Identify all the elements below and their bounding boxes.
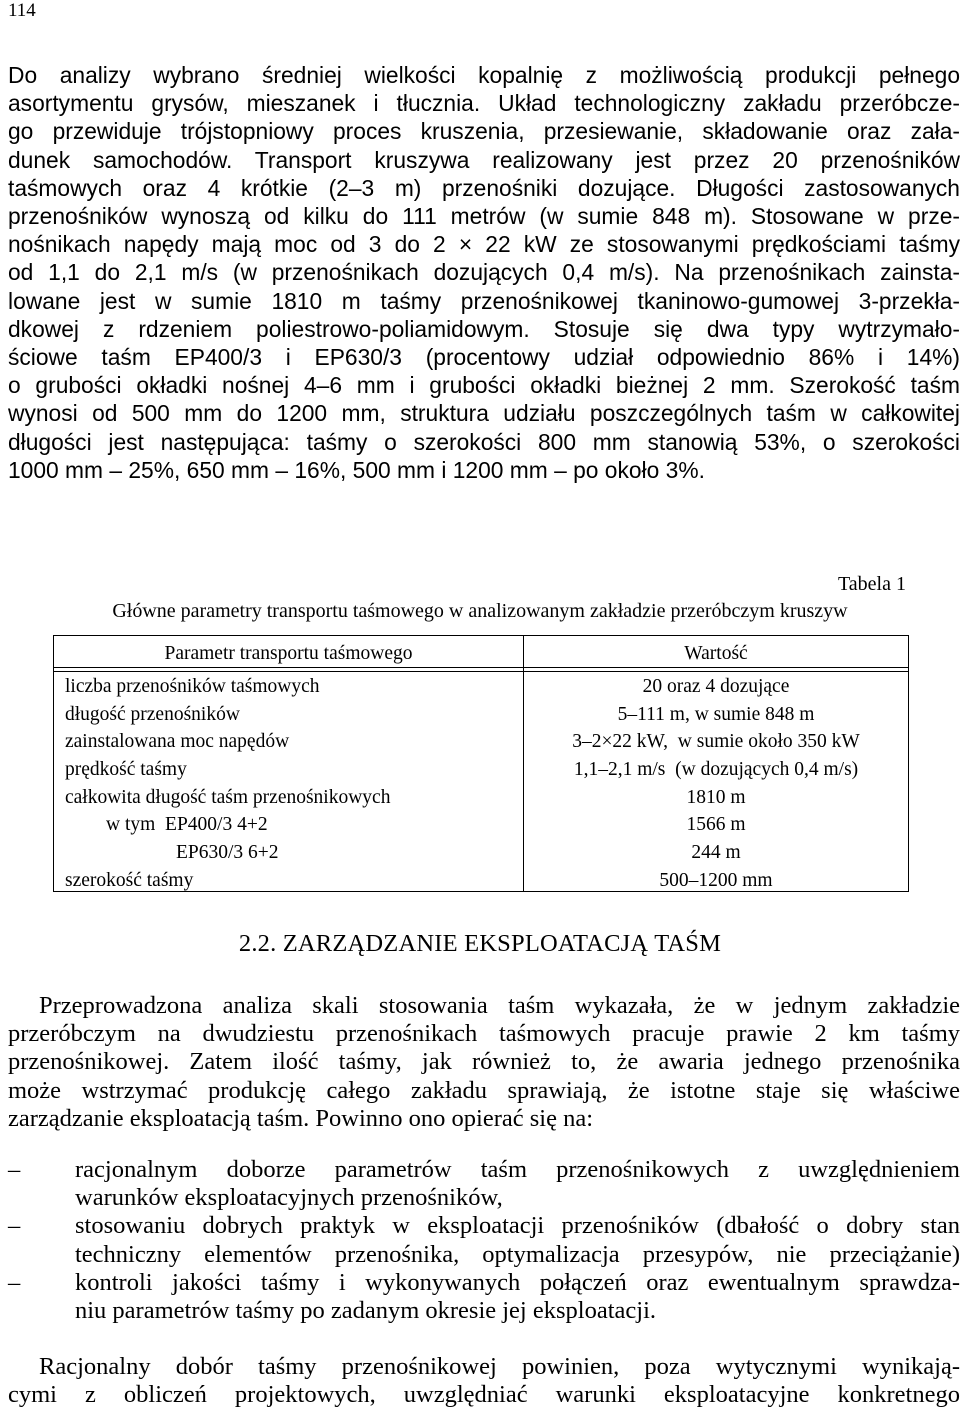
table-cell-value: 500–1200 mm	[659, 869, 773, 891]
text-line: techniczny elementów przenośnika, optymalizacja przesypów, nie przeciążanie)	[75, 1240, 960, 1268]
table-cell-param: zainstalowana moc napędów	[65, 731, 290, 753]
table-cell-value: 20 oraz 4 dozujące	[642, 676, 790, 697]
table-cell-value: 1810 m	[686, 786, 746, 808]
text-line: długości jest następująca: taśmy o szerokości 800 mm stanowią 53%, o szerokości	[8, 428, 960, 455]
text-line: nośnikach napędy mają moc od 3 do 2 × 22 kW ze stosowanymi prędkościami taśmy	[8, 231, 960, 258]
text-line: od 1,1 do 2,1 m/s (w przenośnikach dozujących 0,4 m/s). Na przenośnikach zainsta-	[8, 259, 960, 286]
table-header-value: Wartość	[684, 643, 748, 664]
list-dash: –	[8, 1156, 21, 1183]
table-cell-value: 1566 m	[686, 814, 746, 836]
text-line: dkowej z rdzeniem poliestrowo-poliamidowym. Stosuje się dwa typy wytrzymało-	[8, 315, 960, 342]
table-header-divider	[54, 671, 908, 672]
list-item	[8, 1269, 960, 1325]
text-line: 1000 mm – 25%, 650 mm – 16%, 500 mm i 1200 mm – po około 3%.	[8, 456, 705, 483]
text-line: racjonalnym doborze parametrów taśm przenośnikowych z uwzględnieniem	[75, 1156, 960, 1183]
text-line: przenośników wynoszą od kilku do 111 metrów (w sumie 848 m). Stosowane w prze-	[8, 203, 960, 230]
table-cell-param: szerokość taśmy	[65, 869, 194, 891]
text-line: stosowaniu dobrych praktyk w eksploatacji przenośników (dbałość o dobry stan	[75, 1212, 960, 1240]
text-line: przeróbczym na dwudziestu przenośnikach taśmowych pracuje prawie 2 km taśmy	[8, 1020, 960, 1048]
text-line: Racjonalny dobór taśmy przenośnikowej powinien, poza wytycznymi wynikają-	[39, 1353, 960, 1380]
list-dash: –	[8, 1212, 21, 1240]
text-line: dunek samochodów. Transport kruszywa realizowany jest przez 20 przenośników	[8, 146, 960, 173]
text-line: przenośnikowej. Zatem ilość taśmy, jak również to, że awaria jednego przenośnika	[8, 1048, 960, 1076]
text-line: asortymentu grysów, mieszanek i tłucznia. Układ technologiczny zakładu przeróbcze-	[8, 90, 960, 117]
table-header-param: Parametr transportu taśmowego	[164, 643, 413, 664]
text-line: może wstrzymać produkcję całego zakładu sprawiają, że istotne staje się właściwe	[8, 1076, 960, 1104]
list-item	[8, 1212, 960, 1268]
list-item	[8, 1156, 960, 1212]
page-number: 114	[8, 0, 36, 21]
table-label: Tabela 1	[837, 573, 906, 595]
table-param-column	[65, 673, 515, 895]
text-line: Do analizy wybrano średniej wielkości kopalnię z możliwością produkcji pełnego	[8, 62, 960, 88]
table-title: Główne parametry transportu taśmowego w analizowanym zakładzie przeróbczym kruszyw	[112, 600, 848, 622]
text-line: taśmowych oraz 4 krótkie (2–3 m) przenośniki dozujące. Długości zastosowanych	[8, 174, 960, 201]
table-cell-value: 244 m	[691, 842, 741, 864]
text-line: niu parametrów taśmy po zadanym okresie jej eksploatacji.	[75, 1297, 657, 1325]
table-cell-param: długość przenośników	[65, 703, 240, 725]
section-heading: 2.2. ZARZĄDZANIE EKSPLOATACJĄ TAŚM	[238, 930, 722, 957]
paragraph-intro	[8, 61, 960, 484]
text-line: go przewiduje trójstopniowy proces kruszenia, przesiewanie, składowanie oraz zała-	[8, 118, 960, 145]
text-line: ściowe taśm EP400/3 i EP630/3 (procentowy udział odpowiednio 86% i 14%)	[8, 344, 960, 371]
table-cell-value: 3–2×22 kW, w sumie około 350 kW	[572, 731, 860, 753]
text-line: warunków eksploatacyjnych przenośników,	[75, 1184, 503, 1212]
paragraph-management	[8, 992, 960, 1133]
parameters-table	[53, 635, 909, 892]
text-line: zarządzanie eksploatacją taśm. Powinno ono opierać się na:	[8, 1104, 594, 1132]
text-line: cymi z obliczeń projektowych, uwzględniać warunki eksploatacyjne konkretnego	[8, 1381, 960, 1409]
text-line: Przeprowadzona analiza skali stosowania taśm wykazała, że w jednym zakładzie	[39, 992, 960, 1019]
list-dash: –	[8, 1268, 21, 1296]
table-value-column	[524, 673, 908, 895]
table-cell-param: w tym EP400/3 4+2	[106, 814, 268, 836]
text-line: wynosi od 500 mm do 1200 mm, struktura udziału poszczególnych taśm w całkowitej	[8, 400, 960, 427]
table-cell-param: całkowita długość taśm przenośnikowych	[65, 786, 391, 808]
bullet-list	[8, 1156, 960, 1325]
table-cell-param: liczba przenośników taśmowych	[65, 676, 320, 697]
table-cell-value: 5–111 m, w sumie 848 m	[617, 703, 815, 725]
paragraph-selection	[8, 1353, 960, 1409]
text-line: lowane jest w sumie 1810 m taśmy przenośnikowej tkaninowo-gumowej 3-przekła-	[8, 287, 960, 314]
table-cell-param: prędkość taśmy	[65, 759, 187, 781]
table-cell-value: 1,1–2,1 m/s (w dozujących 0,4 m/s)	[573, 759, 859, 781]
text-line: o grubości okładki nośnej 4–6 mm i grubości okładki bieżnej 2 mm. Szerokość taśm	[8, 372, 960, 399]
text-line: kontroli jakości taśmy i wykonywanych połączeń oraz ewentualnym sprawdza-	[75, 1268, 960, 1296]
table-cell-param: EP630/3 6+2	[176, 842, 279, 864]
